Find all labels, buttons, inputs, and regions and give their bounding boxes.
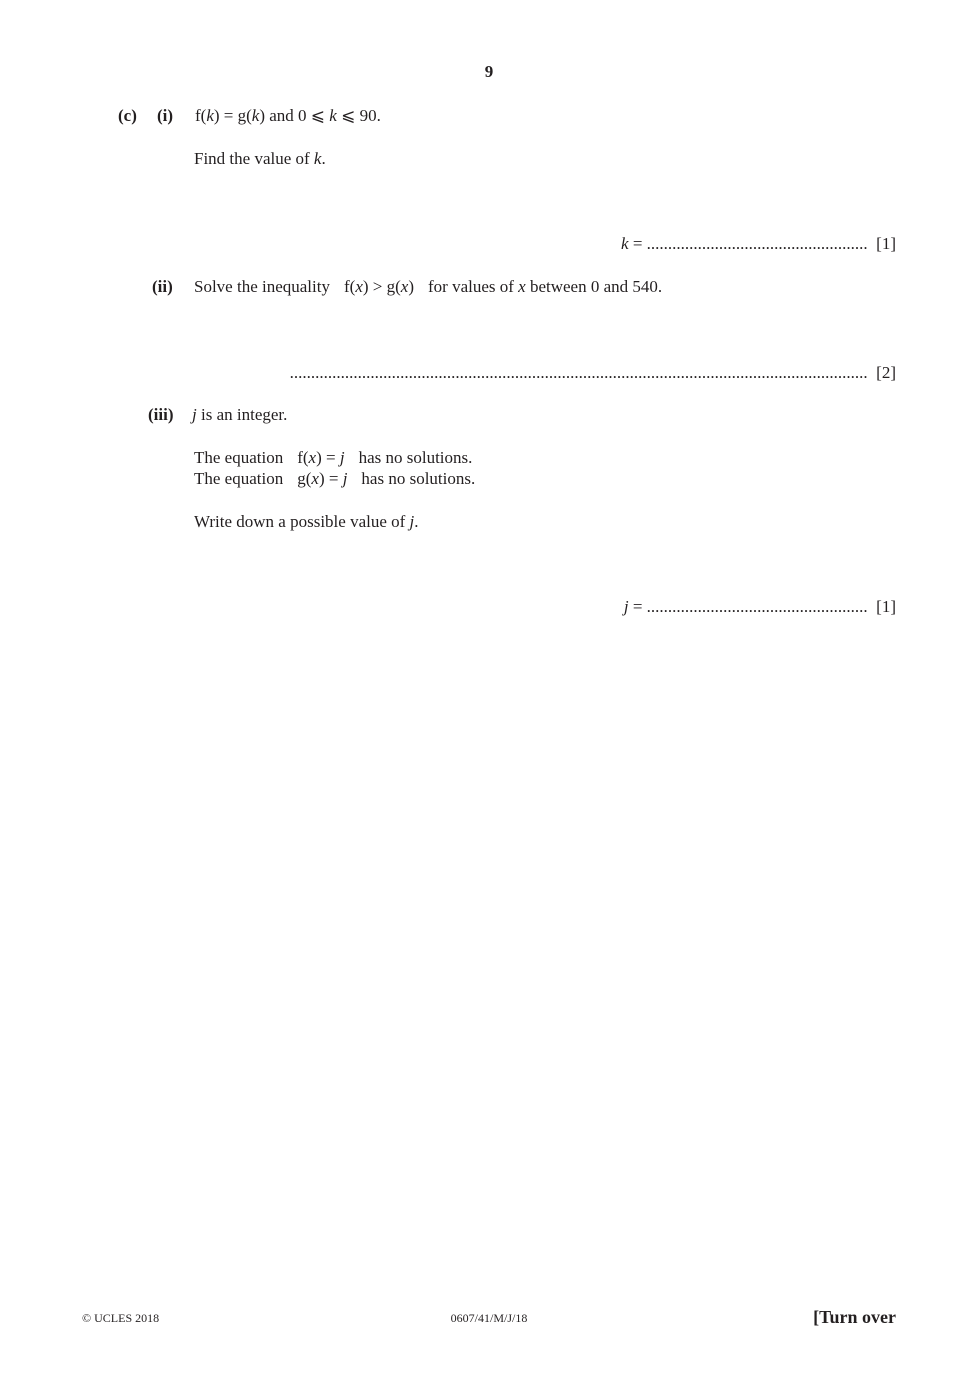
sub-iii-equation-1: The equation f(x) = j has no solutions. bbox=[194, 448, 473, 467]
sub-iii-prompt: Write down a possible value of j. bbox=[194, 512, 419, 531]
sub-ii-answer-line[interactable] bbox=[290, 364, 896, 381]
sub-i-prompt: Find the value of k. bbox=[194, 149, 326, 168]
sub-ii-label: (ii) bbox=[152, 277, 173, 296]
sub-iii-intro: j is an integer. bbox=[192, 405, 288, 424]
marks: [1] bbox=[876, 597, 896, 616]
marks: [1] bbox=[876, 234, 896, 253]
footer-turn-over: [Turn over bbox=[813, 1307, 896, 1327]
page-number: 9 bbox=[484, 62, 494, 81]
sub-ii-statement: Solve the inequality f(x) > g(x) for values of x between 0 and 540. bbox=[194, 277, 663, 296]
answer-dots: .................................................... bbox=[646, 234, 868, 253]
answer-dots: .................................................... bbox=[646, 597, 868, 616]
sub-i-answer-line[interactable]: k = .................................................... [1] bbox=[621, 234, 896, 253]
sub-iii-label: (iii) bbox=[148, 405, 174, 424]
footer-paper-code: 0607/41/M/J/18 bbox=[450, 1311, 528, 1325]
marks: [2] bbox=[876, 363, 896, 382]
footer-copyright: © UCLES 2018 bbox=[82, 1311, 160, 1325]
sub-i-label: (i) bbox=[157, 106, 174, 125]
sub-iii-answer-line[interactable]: j = .................................................... [1] bbox=[623, 597, 896, 616]
sub-i-statement: f(k) = g(k) and 0 ⩽ k ⩽ 90. bbox=[195, 106, 381, 125]
sub-iii-equation-2: The equation g(x) = j has no solutions. bbox=[194, 469, 476, 488]
part-c-label: (c) bbox=[118, 106, 137, 125]
answer-dots: ........................................................................................................................................ bbox=[289, 363, 868, 382]
